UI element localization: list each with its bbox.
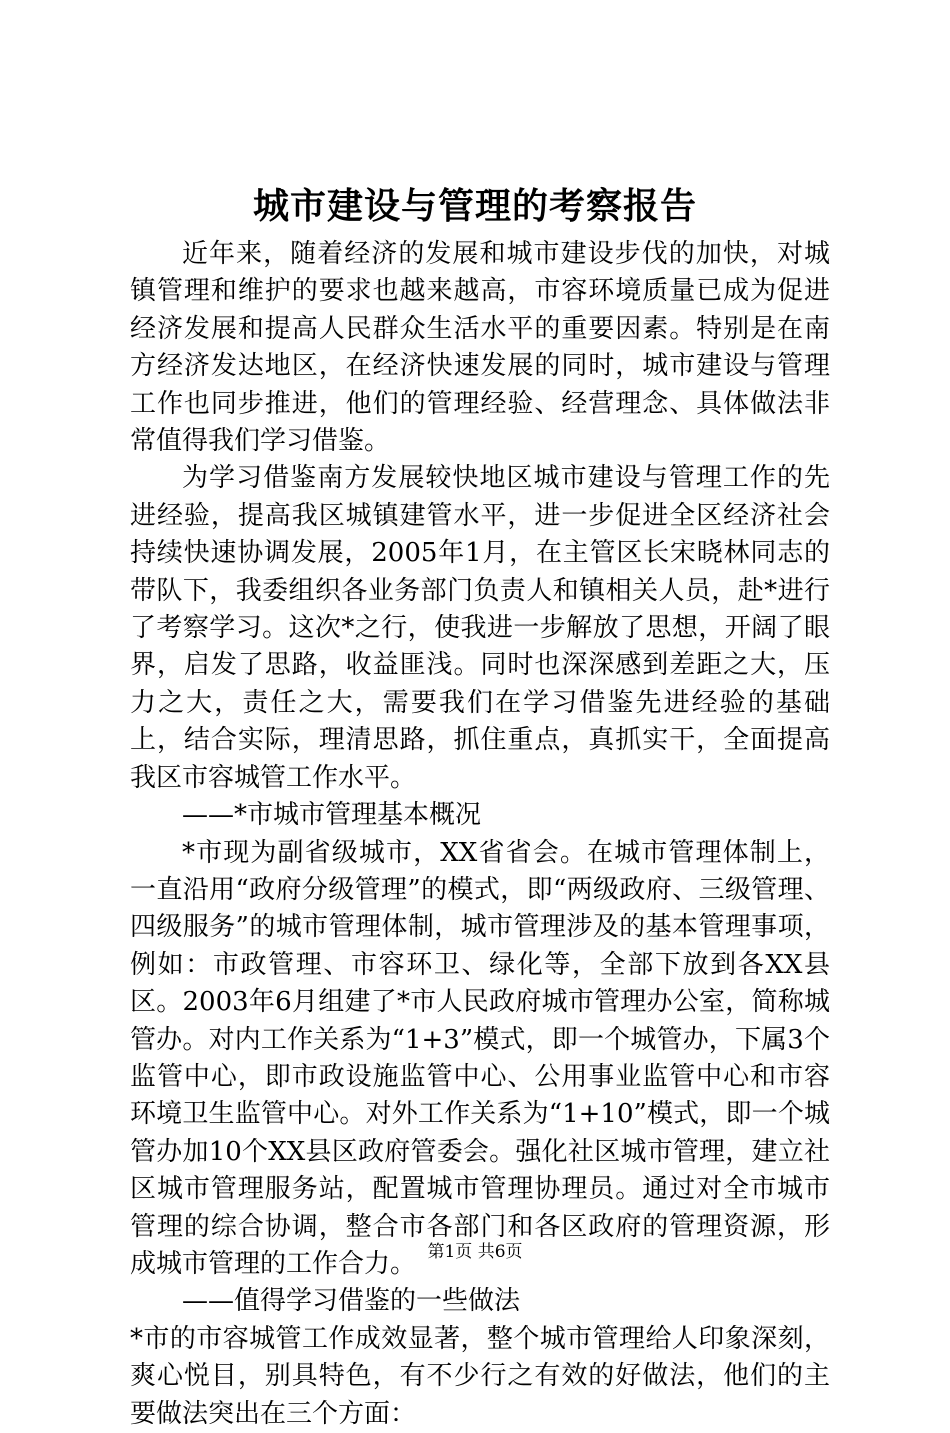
paragraph-overview: *市现为副省级城市，XX省省会。在城市管理体制上，一直沿用“政府分级管理”的模式，即“两级政府、三级管理、四级服务”的城市管理体制，城市管理涉及的基本管理事项，例如：市政管理、市容环卫、绿化等，全部下放到各XX县区。2003年6月组建了*市人民政府城市管理办公室，简称城管办。对内工作关系为“1+3”模式，即一个城管办，下属3个监管中心，即市政设施监管中心、公用事业监管中心和市容环境卫生监管中心。对外工作关系为“1+10”模式，即一个城管办加10个XX县区政府管委会。强化社区城市管理，建立社区城市管理服务站，配置城市管理协理员。通过对全市城市管理的综合协调，整合市各部门和各区政府的管理资源，形成城市管理的工作合力。 [130, 837, 830, 1279]
paragraph-purpose: 为学习借鉴南方发展较快地区城市建设与管理工作的先进经验，提高我区城镇建管水平，进一步促进全区经济社会持续快速协调发展，2005年1月，在主管区长宋晓林同志的带队下，我委组织各业务部门负责人和镇相关人员，赴*进行了考察学习。这次*之行，使我进一步解放了思想，开阔了眼界，启发了思路，收益匪浅。同时也深深感到差距之大，压力之大，责任之大，需要我们在学习借鉴先进经验的基础上，结合实际，理清思路，抓住重点，真抓实干，全面提高我区市容城管工作水平。 [130, 463, 830, 793]
paragraph-practices: *市的市容城管工作成效显著，整个城市管理给人印象深刻，爽心悦目，别具特色，有不少行之有效的好做法，他们的主要做法突出在三个方面： [130, 1323, 830, 1429]
document-title: 城市建设与管理的考察报告 [252, 185, 697, 227]
section-heading-practices: ——值得学习借鉴的一些做法 [182, 1286, 521, 1317]
paragraph-intro: 近年来，随着经济的发展和城市建设步伐的加快，对城镇管理和维护的要求也越来越高，市容环境质量已成为促进经济发展和提高人民群众生活水平的重要因素。特别是在南方经济发达地区，在经济快速发展的同时，城市建设与管理工作也同步推进，他们的管理经验、经营理念、具体做法非常值得我们学习借鉴。 [130, 239, 830, 457]
page-footer: 第1页 共6页 [427, 1242, 523, 1262]
section-heading-overview: ——*市城市管理基本概况 [182, 800, 482, 831]
